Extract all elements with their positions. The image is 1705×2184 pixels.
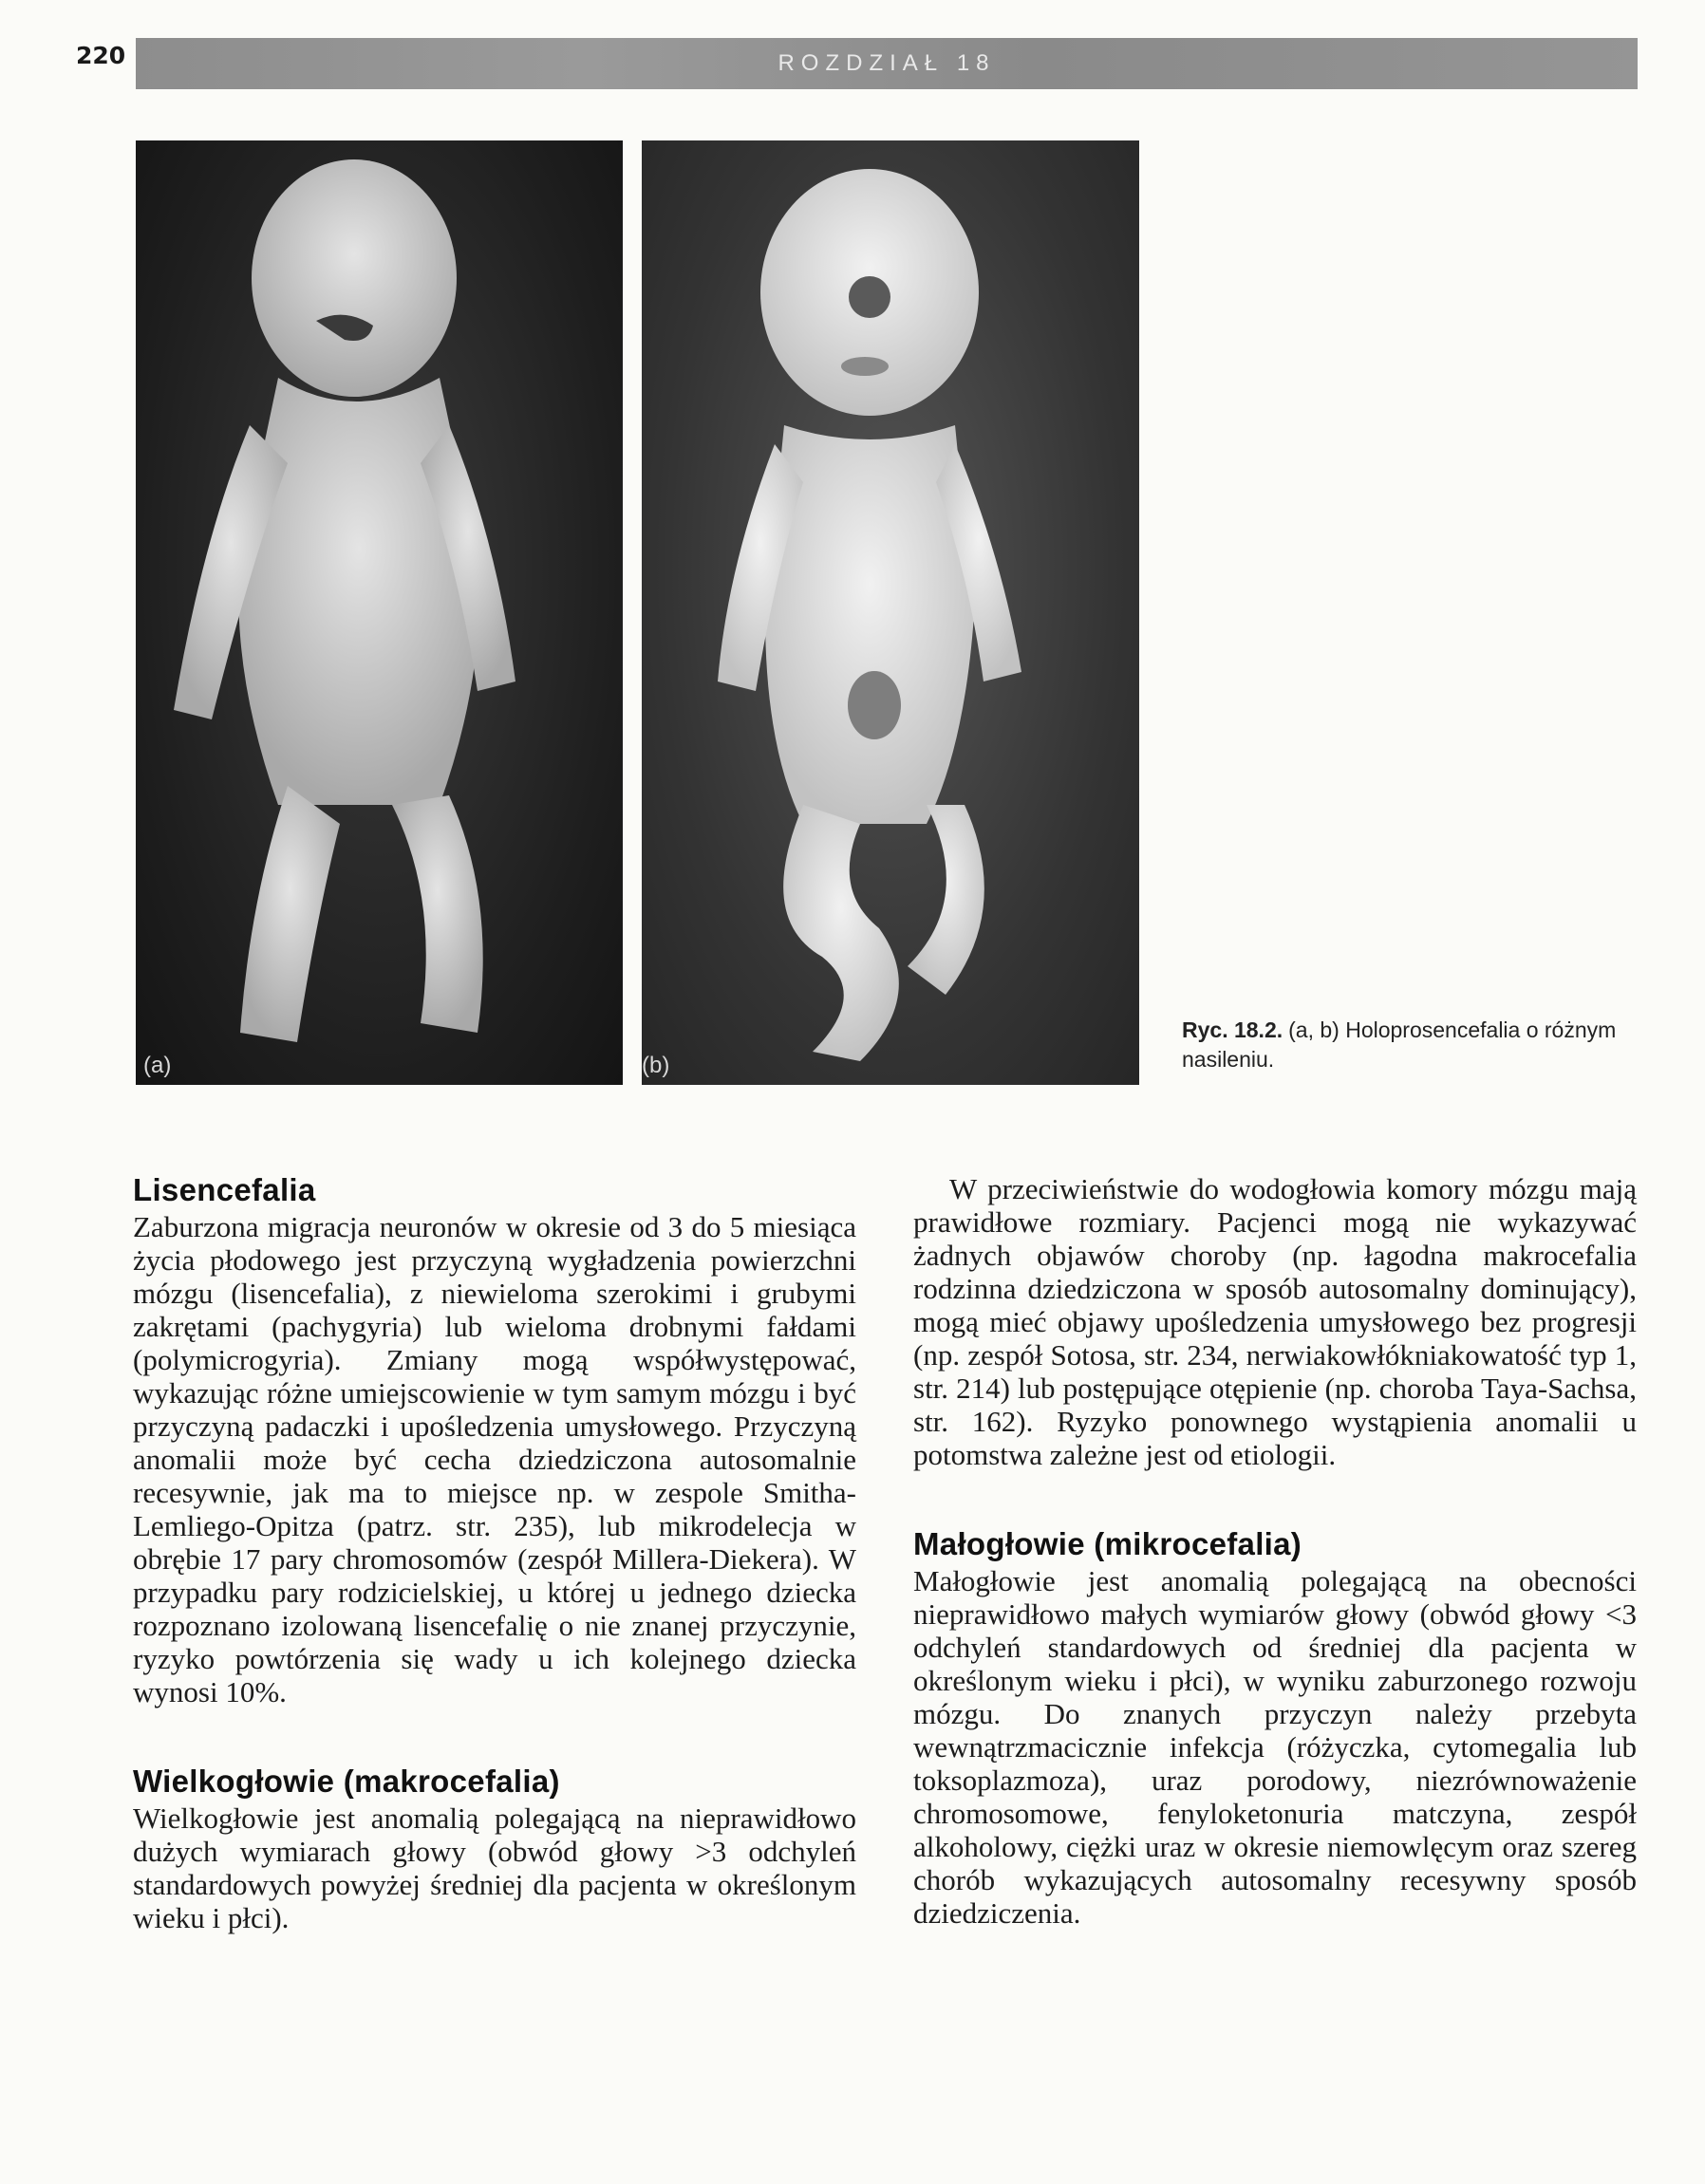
chapter-header-bar [136, 38, 1638, 89]
section-text-makrocefalia-continued: W przeciwieństwie do wodogłowia komory mózgu mają prawidłowe rozmiary. Pacjenci mogą nie wykazywać żadnych objawów choroby (np. łagodna makrocefalia rodzinna dziedziczona w sposób autosomalny dominujący), mogą mieć objawy upośledzenia umysłowego bez progresji (np. zespół Sotosa, str. 234, nerwiakowłókniakowatość typ 1, str. 214) lub postępujące otępienie (np. choroba Taya-Sachsa, str. 162). Ryzyko ponownego wystąpienia anomalii u potomstwa zależne jest od etiologii. [913, 1172, 1637, 1471]
figure-caption-ref: Ryc. 18.2. [1182, 1017, 1283, 1042]
section-title-mikrocefalia: Małogłowie (mikrocefalia) [913, 1526, 1302, 1561]
figure-caption-text: (a, b) Holoprosencefalia o różnym nasileniu. [1182, 1017, 1617, 1072]
figure-caption [1182, 1016, 1638, 1074]
section-text-makrocefalia: Wielkogłowie jest anomalią polegającą na nieprawidłowo dużych wymiarach głowy (obwód głowy >3 odchyleń standardowych powyżej średniej dla pacjenta w określonym wieku i płci). [133, 1801, 856, 1934]
page-number: 220 [76, 42, 126, 69]
chapter-title: ROZDZIAŁ 18 [778, 50, 996, 76]
text-column-left [133, 1172, 856, 1934]
section-title-lisencefalia: Lisencefalia [133, 1172, 316, 1207]
section-text-lisencefalia: Zaburzona migracja neuronów w okresie od 3 do 5 miesiąca życia płodowego jest przyczyną wygładzenia powierzchni mózgu (lisencefalia), z niewieloma szerokimi i grubymi zakrętami (pachygyria) lub wieloma drobnymi fałdami (polymicrogyria). Zmiany mogą współwystępować, wykazując różne umiejscowienie w tym samym mózgu i być przyczyną padaczki i upośledzenia umysłowego. Przyczyną anomalii może być cecha dziedziczona autosomalnie recesywnie, jak ma to miejsce np. w zespole Smitha-Lemliego-Opitza (patrz. str. 235), lub mikrodelecja w obrębie 17 pary chromosomów (zespół Millera-Diekera). W przypadku pary rodzicielskiej, u której u jednego dziecka rozpoznano izolowaną lisencefalię o nie znanej przyczynie, ryzyko powtórzenia się wady u ich kolejnego dziecka wynosi 10%. [133, 1210, 856, 1708]
text-column-right [913, 1172, 1637, 1930]
section-text-mikrocefalia: Małogłowie jest anomalią polegającą na obecności nieprawidłowo małych wymiarów głowy (obwód głowy <3 odchyleń standardowych od średniej dla pacjenta w określonym wieku i płci), w wyniku zaburzonego rozwoju mózgu. Do znanych przyczyn należy przebyta wewnątrzmacicznie infekcja (różyczka, cytomegalia lub toksoplazmoza), uraz porodowy, niezrównoważenie chromosomowe, fenyloketonuria matczyna, zespół alkoholowy, ciężki uraz w okresie niemowlęcym oraz szereg chorób wykazujących autosomalny recesywny sposób dziedziczenia. [913, 1564, 1637, 1930]
figure-photo-b [642, 140, 1139, 1085]
section-title-makrocefalia: Wielkogłowie (makrocefalia) [133, 1764, 560, 1799]
figure-photo-a [136, 140, 623, 1085]
infant-silhouette-b [642, 140, 1139, 1085]
panel-b-label: (b) [642, 1053, 670, 1078]
panel-a-label: (a) [143, 1053, 172, 1078]
infant-silhouette-a [136, 140, 623, 1085]
